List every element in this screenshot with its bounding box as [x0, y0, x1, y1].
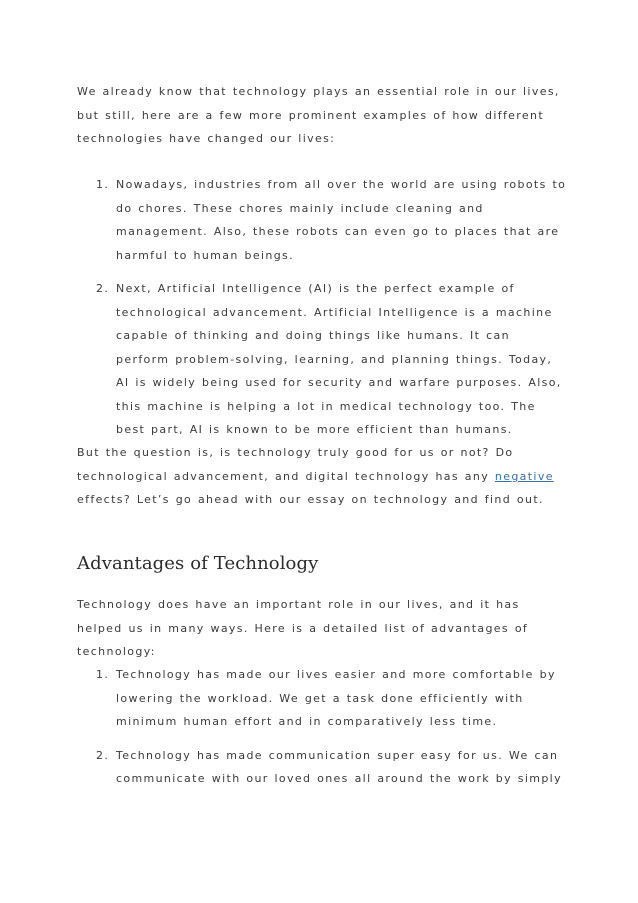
list-item-number: 2.: [96, 282, 110, 295]
question-text-after: effects? Let’s go ahead with our essay on technology and find out.: [77, 493, 544, 506]
examples-list: [77, 173, 567, 442]
list-item: [77, 744, 567, 791]
question-text-before: But the question is, is technology truly good for us or not? Do technological advancement, and digital technology has any: [77, 446, 514, 483]
question-paragraph: [77, 441, 567, 512]
advantages-list: [77, 663, 567, 791]
list-item: [77, 663, 567, 734]
intro-paragraph: [77, 80, 567, 151]
list-item: [77, 173, 567, 267]
list-item-text: Nowadays, industries from all over the world are using robots to do chores. These chores mainly include cleaning and management. Also, these robots can even go to places that are harmful to human beings.: [116, 178, 567, 262]
list-item-number: 1.: [96, 178, 110, 191]
intro-text: We already know that technology plays an essential role in our lives, but still, here are a few more prominent examples of how different technologies have changed our lives:: [77, 85, 560, 145]
list-item-text: Technology has made communication super easy for us. We can communicate with our loved ones all around the work by simply: [116, 748, 562, 785]
list-item-number: 1.: [96, 668, 110, 681]
negative-link[interactable]: negative: [494, 469, 554, 483]
list-item: [77, 277, 567, 442]
advantages-intro-paragraph: [77, 593, 567, 664]
list-item-text: Next, Artificial Intelligence (AI) is the perfect example of technological advancement. Artificial Intelligence is a machine capable of thinking and doing things like humans. It can perform problem-solving, learning, and planning things. Today, AI is widely being used for security and warfare purposes. Also, this machine is helping a lot in medical technology too. The best part, AI is known to be more efficient than humans.: [116, 282, 562, 436]
list-item-text: Technology has made our lives easier and more comfortable by lowering the workload. We get a task done efficiently with minimum human effort and in comparatively less time.: [116, 668, 556, 728]
advantages-intro-text: Technology does have an important role in our lives, and it has helped us in many ways. Here is a detailed list of advantages of technology:: [77, 598, 529, 658]
list-item-number: 2.: [96, 748, 110, 762]
section-heading: Advantages of Technology: [77, 553, 319, 574]
